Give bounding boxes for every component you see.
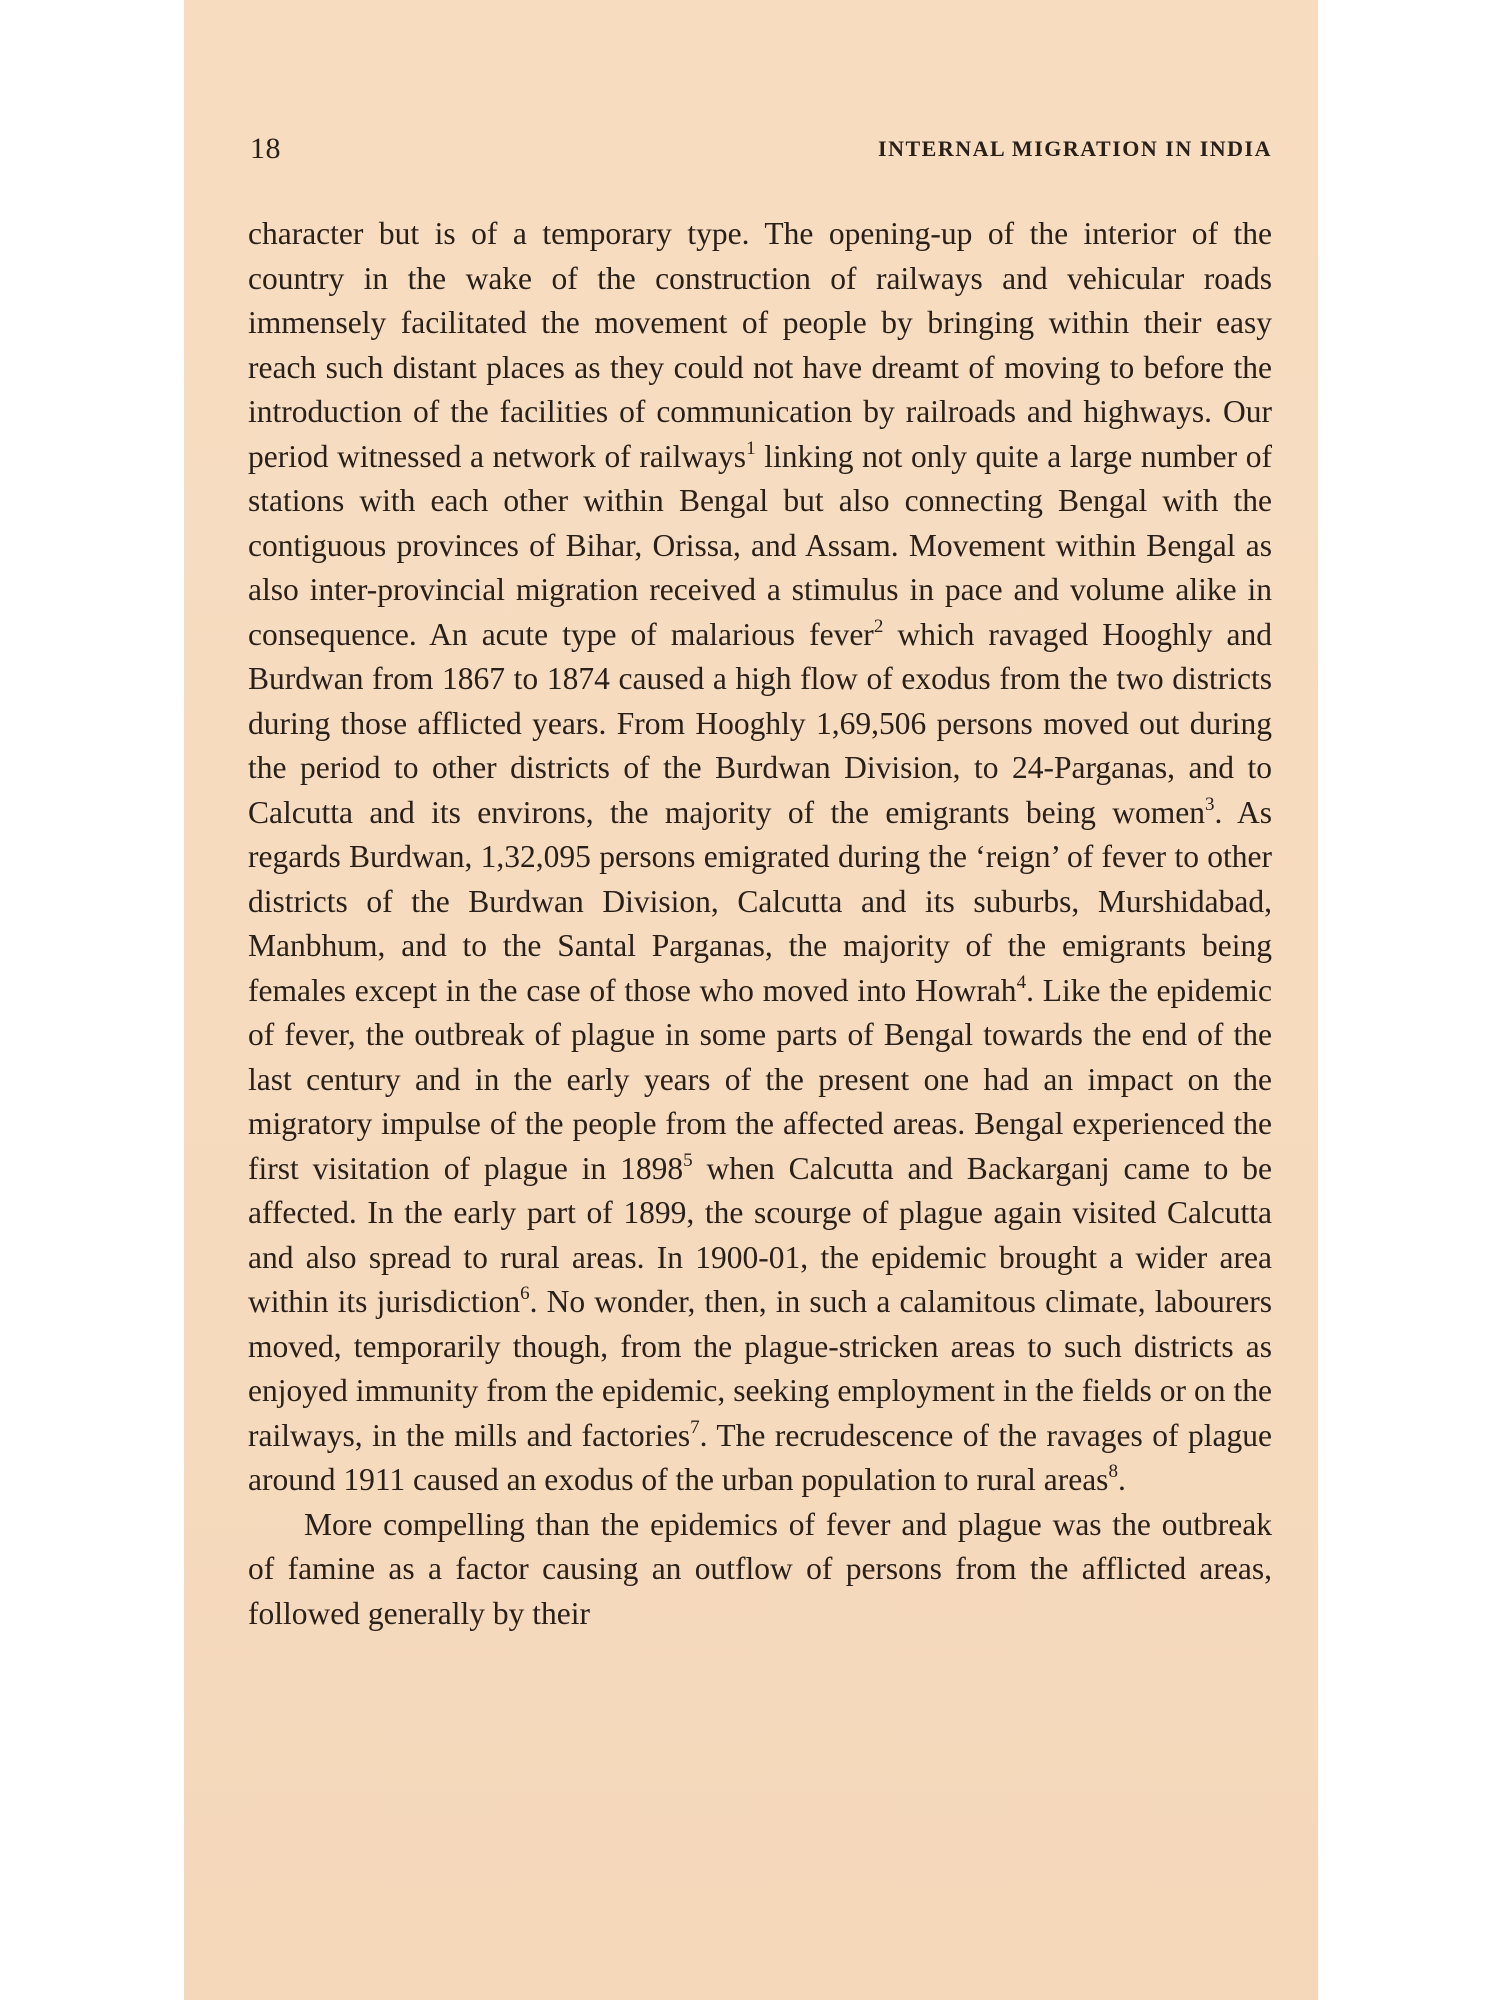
running-head: INTERNAL MIGRATION IN INDIA [878, 136, 1272, 161]
text-segment: which ravaged Hooghly and Burdwan from 1867 to 1874 caused a high flow of exodus from the two districts during those afflicted years. From Hooghly 1,69,506 persons moved out during the period to other districts of the Burdwan Division, to 24-Parganas, and to Calcutta and its environs, the majority of the emigrants being women [248, 616, 1272, 830]
page-header [250, 132, 1272, 168]
text-segment: . The recrudescence of the ravages of plague around 1911 caused an exodus of the urban population to rural areas [248, 1417, 1272, 1497]
text-segment: when Calcutta and Backarganj came to be affected. In the early part of 1899, the scourge of plague again visited Calcutta and also spread to rural areas. In 1900-01, the epidemic brought a wider area within its jurisdiction [248, 1150, 1272, 1319]
body-text [248, 212, 1272, 1636]
text-segment: . Like the epidemic of fever, the outbreak of plague in some parts of Bengal towards the end of the last century and in the early years of the present one had an impact on the migratory impulse of the people from the affected areas. Bengal experienced the first visitation of plague in 1898 [248, 972, 1273, 1186]
text-segment: More compelling than the epidemics of fever and plague was the outbreak of famine as a factor causing an outflow of persons from the afflicted areas, followed generally by their [248, 1506, 1272, 1631]
footnote-ref-7: 7 [690, 1416, 700, 1438]
footnote-ref-2: 2 [873, 615, 884, 637]
footnote-ref-1: 1 [746, 437, 756, 459]
text-segment: . No wonder, then, in such a calamitous climate, labourers moved, temporarily though, from the plague-stricken areas to such districts as enjoyed immunity from the epidemic, seeking employment in the fields or on the railways, in the mills and factories [248, 1284, 1272, 1453]
footnote-ref-3: 3 [1205, 793, 1215, 815]
paragraph-1 [248, 212, 1272, 1503]
text-segment: . [1117, 1462, 1126, 1497]
book-page [184, 0, 1318, 2000]
text-segment: character but is of a temporary type. The opening-up of the interior of the country in the wake of the construction of railways and vehicular roads immensely facilitated the movement of people by bringing within their easy reach such distant places as they could not have dreamt of moving to before the introduction of the facilities of communication by railroads and highways. Our period witnessed a network of railways [248, 216, 1272, 474]
footnote-ref-8: 8 [1108, 1461, 1118, 1482]
text-segment: . As regards Burdwan, 1,32,095 persons emigrated during the ‘reign’ of fever to other districts of the Burdwan Division, Calcutta and its suburbs, Murshidabad, Manbhum, and to the Santal Parganas, the majority of the emigrants being females except in the case of those who moved into Howrah [248, 794, 1273, 1008]
footnote-ref-4: 4 [1016, 971, 1027, 993]
footnote-ref-6: 6 [520, 1283, 530, 1304]
page-number: 18 [250, 132, 281, 165]
footnote-ref-5: 5 [683, 1149, 693, 1171]
text-segment: linking not only quite a large number of stations with each other within Bengal but also connecting Bengal with the contiguous provinces of Bihar, Orissa, and Assam. Movement within Bengal as also inter-provincial migration received a stimulus in pace and volume alike in consequence. An acute type of malarious fever [248, 438, 1272, 652]
paragraph-2 [248, 1503, 1272, 1637]
